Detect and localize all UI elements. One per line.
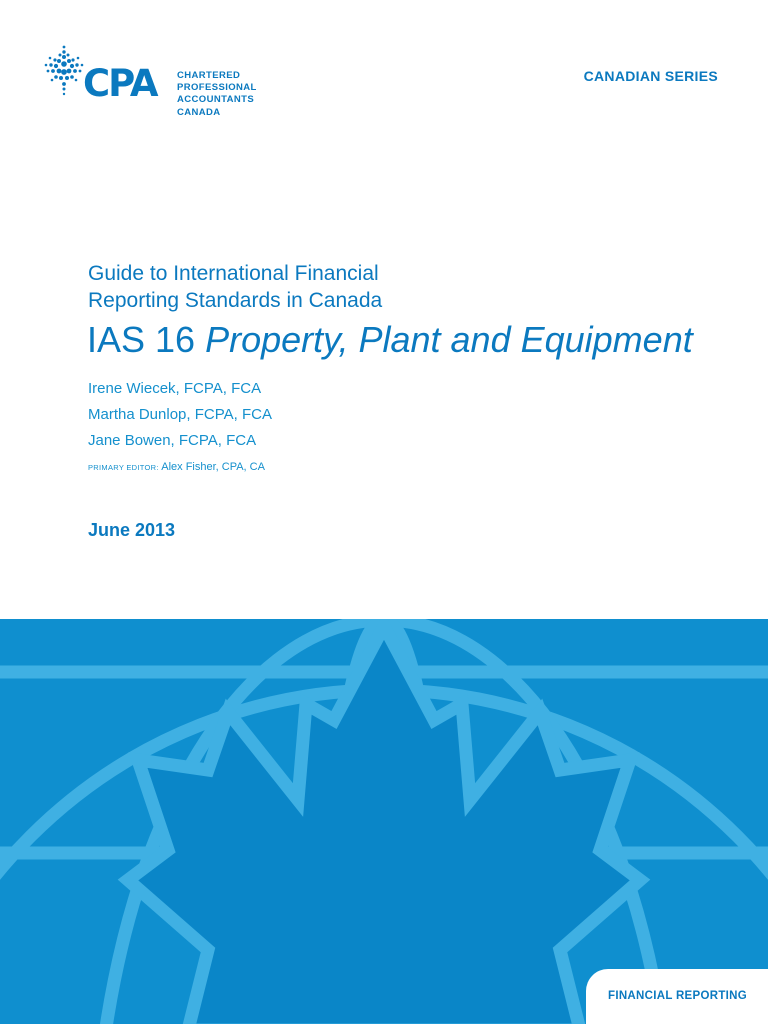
author: Martha Dunlop, FCPA, FCA xyxy=(88,406,272,423)
standard-code: IAS 16 xyxy=(87,319,196,360)
logo-line: ACCOUNTANTS xyxy=(177,94,255,106)
maple-leaf-shape xyxy=(128,626,640,1024)
footer-tab-label: FINANCIAL REPORTING xyxy=(608,990,748,1002)
guide-title xyxy=(88,260,382,314)
logo-org-name xyxy=(177,70,257,119)
author-list xyxy=(88,376,272,481)
author: Irene Wiecek, FCPA, FCA xyxy=(88,380,262,397)
editor-label: PRIMARY EDITOR: xyxy=(88,463,159,472)
logo-line: CHARTERED xyxy=(177,70,241,81)
logo-wordmark: CPA xyxy=(83,62,157,105)
guide-title-line: Reporting Standards in Canada xyxy=(88,289,383,312)
series-label: CANADIAN SERIES xyxy=(583,68,718,84)
cover-banner xyxy=(0,619,768,1024)
financial-reporting-tab xyxy=(586,969,768,1029)
editor-name: Alex Fisher, CPA, CA xyxy=(161,461,265,473)
guide-title-line: Guide to International Financial xyxy=(88,262,379,285)
standard-title xyxy=(87,318,693,362)
cpa-maple-dot-icon xyxy=(44,44,84,96)
logo-line: CANADA xyxy=(177,106,221,118)
logo-line: PROFESSIONAL xyxy=(177,82,257,94)
cpa-logo xyxy=(44,44,284,124)
author: Jane Bowen, FCPA, FCA xyxy=(88,432,257,449)
primary-editor xyxy=(88,454,272,481)
standard-name: Property, Plant and Equipment xyxy=(205,319,693,360)
globe-maple-leaf-graphic xyxy=(0,619,768,1024)
publication-date: June 2013 xyxy=(88,520,176,540)
